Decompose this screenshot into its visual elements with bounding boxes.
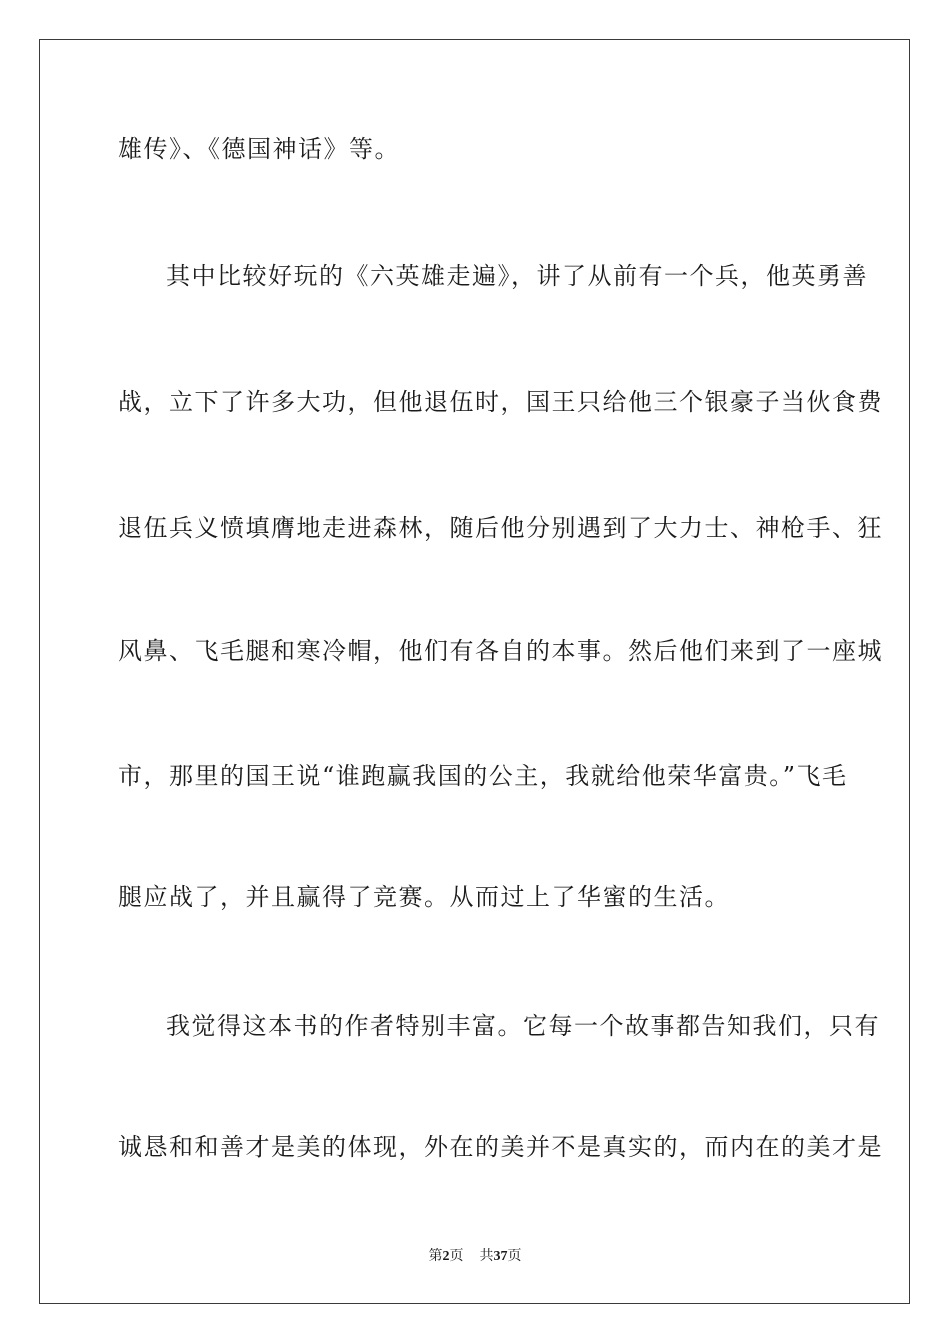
page-footer [0, 1247, 950, 1266]
text-line-2: 其中比较好玩的《六英雄走遍》，讲了从前有一个兵，他英勇善 [166, 262, 868, 290]
page-suffix: 页 [449, 1248, 464, 1264]
text-line-8: 我觉得这本书的作者特别丰富。它每一个故事都告知我们，只有 [166, 1012, 880, 1040]
text-line-9: 诚恳和和善才是美的体现，外在的美并不是真实的，而内在的美才是 [118, 1133, 883, 1161]
text-line-4: 退伍兵义愤填膺地走进森林，随后他分别遇到了大力士、神枪手、狂 [118, 514, 883, 542]
text-line-1: 雄传》、《德国神话》等。 [118, 135, 400, 163]
total-suffix: 页 [507, 1248, 522, 1264]
page-prefix: 第 [428, 1248, 443, 1264]
total-pages: 37 [493, 1249, 508, 1264]
text-line-6: 市，那里的国王说“谁跑赢我国的公主，我就给他荣华富贵。”飞毛 [118, 762, 848, 790]
page-border [39, 39, 910, 1304]
text-line-7: 腿应战了，并且赢得了竞赛。从而过上了华蜜的生活。 [118, 883, 730, 911]
total-prefix: 共 [479, 1248, 494, 1264]
page-number: 2 [442, 1249, 450, 1264]
text-line-5: 风鼻、飞毛腿和寒冷帽，他们有各自的本事。然后他们来到了一座城 [118, 637, 883, 665]
text-line-3: 战，立下了许多大功，但他退伍时，国王只给他三个银豪子当伙食费 [118, 388, 883, 416]
